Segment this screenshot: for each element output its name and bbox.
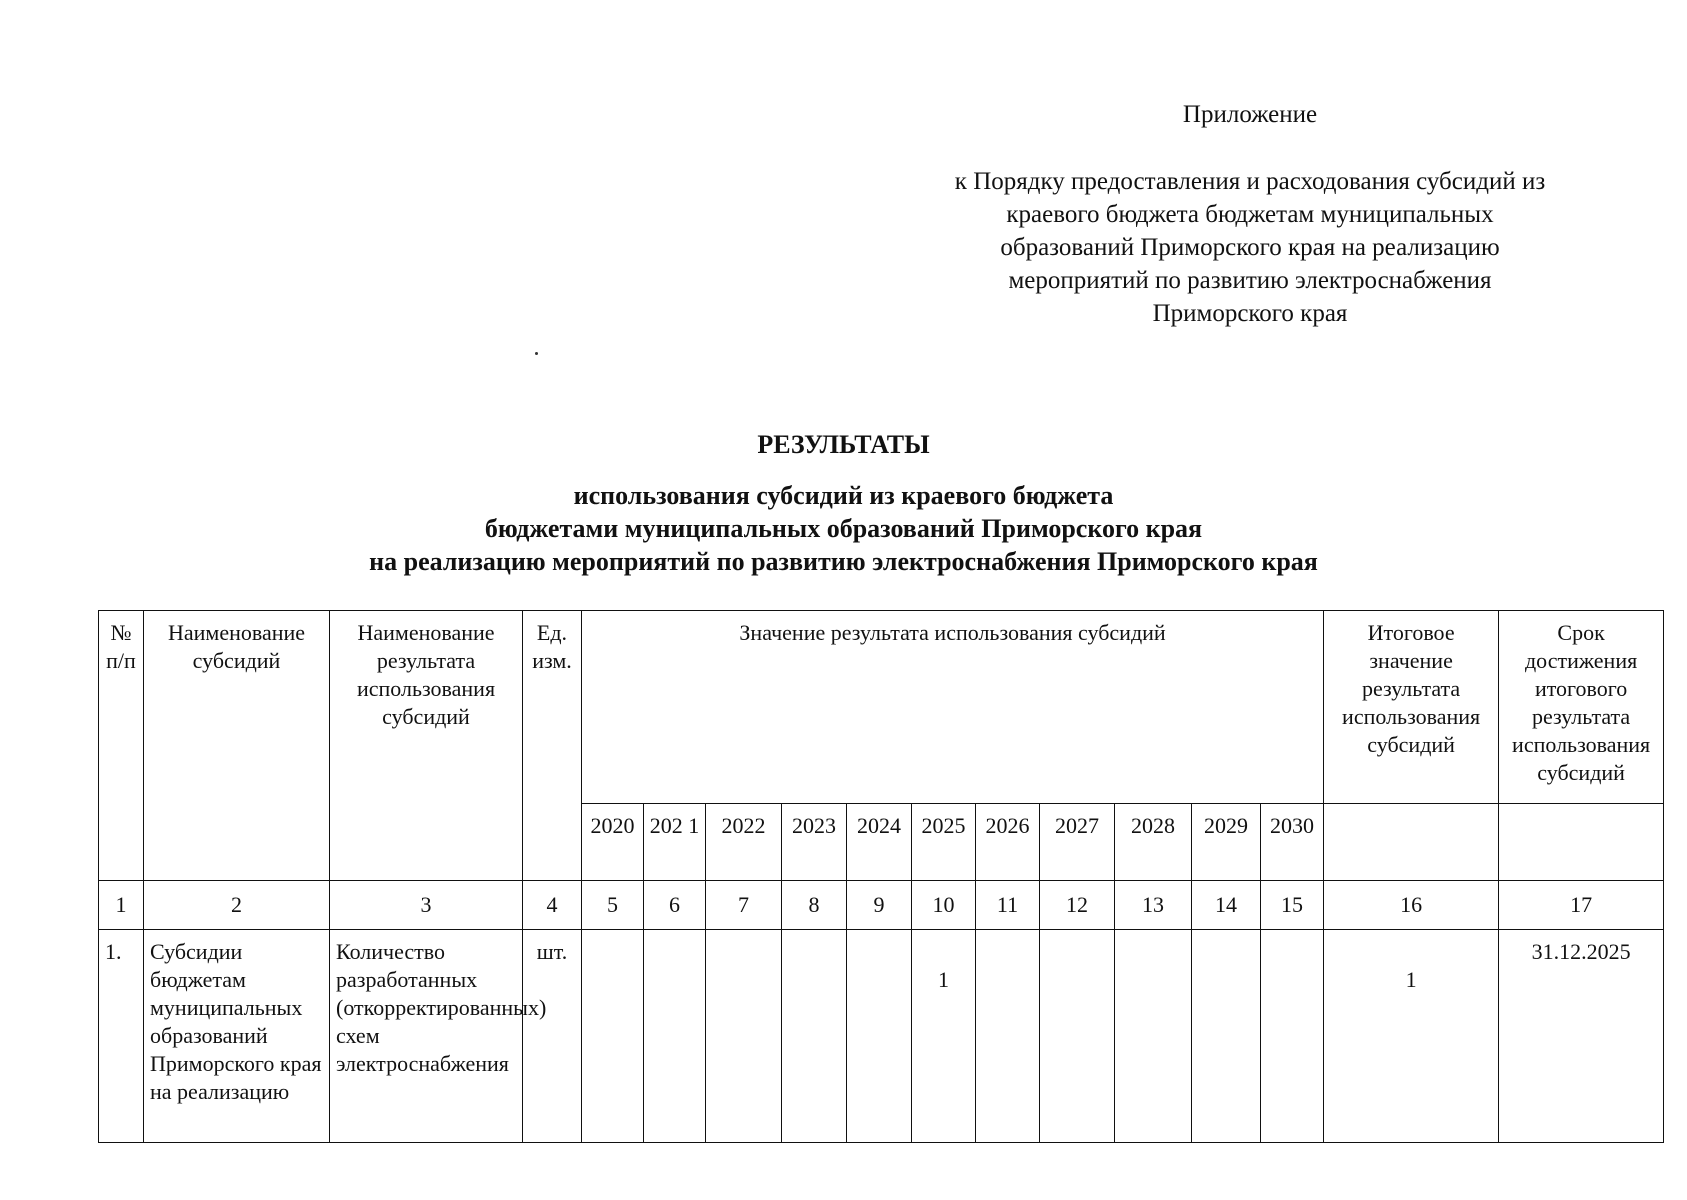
year-cell: 2027 [1040,804,1115,881]
row-value-2024 [847,930,912,1143]
title-line: на реализацию мероприятий по развитию электроснабжения Приморского края [369,547,1318,576]
title-main: РЕЗУЛЬТАТЫ [757,430,930,459]
document-title [0,428,1687,578]
header-deadline: Срок достижения итогового результата использования субсидий [1499,611,1664,804]
row-unit: шт. [523,930,582,1143]
column-number: 17 [1499,881,1664,930]
column-number: 3 [330,881,523,930]
header-unit: Ед. изм. [523,611,582,881]
appendix-line: краевого бюджета бюджетам муниципальных [1006,201,1494,228]
column-number: 8 [782,881,847,930]
column-number: 9 [847,881,912,930]
column-number: 11 [976,881,1040,930]
results-table [98,610,1664,1143]
row-num: 1. [99,930,144,1143]
row-value-2020 [582,930,644,1143]
column-number: 2 [144,881,330,930]
header-result-name: Наименование результата использования субсидий [330,611,523,881]
scan-dot [535,352,538,355]
header-num: № п/п [99,611,144,881]
row-value-2025: 1 [912,930,976,1143]
column-number: 14 [1192,881,1261,930]
row-value-2027 [1040,930,1115,1143]
row-result-name: Количество разработанных (откорректированных) схем электроснабжения [330,930,523,1143]
column-number: 1 [99,881,144,930]
column-number: 5 [582,881,644,930]
column-number: 12 [1040,881,1115,930]
column-number: 6 [644,881,706,930]
appendix-line: мероприятий по развитию электроснабжения [1008,267,1492,294]
year-cell: 2029 [1192,804,1261,881]
column-number: 16 [1324,881,1499,930]
year-cell: 2023 [782,804,847,881]
year-cell: 2026 [976,804,1040,881]
year-cell: 2024 [847,804,912,881]
title-line: использования субсидий из краевого бюджета [573,481,1114,510]
row-value-2023 [782,930,847,1143]
row-value-2021 [644,930,706,1143]
table-row [99,930,1664,1143]
header-subsidy-name: Наименование субсидий [144,611,330,881]
row-value-2028 [1115,930,1192,1143]
appendix-block [890,98,1610,330]
appendix-label: Приложение [1182,101,1318,128]
appendix-line: Приморского края [1152,300,1348,327]
row-value-2029 [1192,930,1261,1143]
appendix-line: к Порядку предоставления и расходования субсидий из [954,168,1546,195]
column-numbers-row [99,881,1664,930]
header-total: Итоговое значение результата использования субсидий [1324,611,1499,804]
title-line: бюджетами муниципальных образований Приморского края [484,514,1203,543]
column-number: 4 [523,881,582,930]
year-cell: 2028 [1115,804,1192,881]
column-number: 7 [706,881,782,930]
column-number: 13 [1115,881,1192,930]
row-subsidy-name: Субсидии бюджетам муниципальных образований Приморского края на реализацию [144,930,330,1143]
column-number: 10 [912,881,976,930]
year-cell: 2030 [1261,804,1324,881]
row-value-2030 [1261,930,1324,1143]
year-cell: 2020 [582,804,644,881]
row-deadline: 31.12.2025 [1499,930,1664,1143]
year-cell: 2022 [706,804,782,881]
column-number: 15 [1261,881,1324,930]
header-row [99,611,1664,804]
row-value-2026 [976,930,1040,1143]
appendix-line: образований Приморского края на реализацию [1000,234,1500,261]
row-value-2022 [706,930,782,1143]
empty-cell [1324,804,1499,881]
row-total: 1 [1324,930,1499,1143]
empty-cell [1499,804,1664,881]
header-values: Значение результата использования субсидий [582,611,1324,804]
year-cell: 202 1 [644,804,706,881]
year-cell: 2025 [912,804,976,881]
